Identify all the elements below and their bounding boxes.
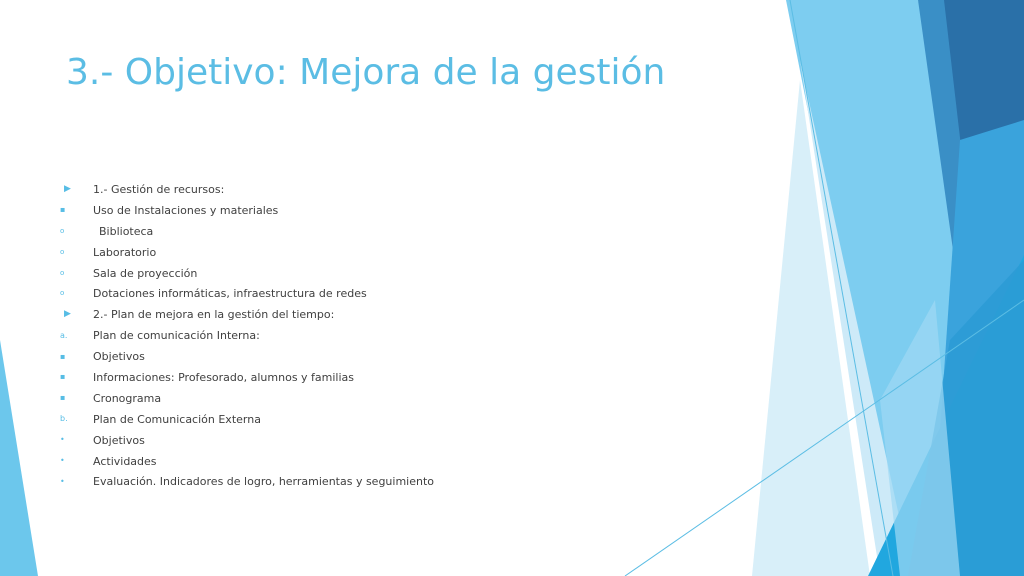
left-accent-shape — [0, 340, 38, 576]
list-item — [60, 451, 740, 472]
slide-title: 3.- Objetivo: Mejora de la gestión — [66, 52, 666, 93]
list-item-text: Sala de proyección — [93, 266, 198, 280]
list-item-text: 1.- Gestión de recursos: — [93, 182, 225, 196]
bullet-circle-icon: o — [60, 289, 65, 298]
list-item — [60, 242, 740, 263]
bullet-arrow-icon: ▶ — [64, 309, 71, 320]
bullet-square-icon: ▪ — [60, 372, 66, 382]
bullet-letter-icon: b. — [60, 414, 68, 424]
list-item-text: Cronograma — [93, 391, 162, 405]
list-item-text: Uso de Instalaciones y materiales — [93, 203, 279, 217]
list-item-text: Plan de comunicación Interna: — [93, 329, 260, 343]
bullet-dot-icon: • — [60, 476, 65, 486]
list-item — [60, 325, 740, 346]
bullet-dot-icon: • — [60, 456, 65, 466]
list-item-text: 2.- Plan de mejora en la gestión del tiempo: — [93, 308, 335, 322]
list-item-text: Evaluación. Indicadores de logro, herramientas y seguimiento — [93, 475, 435, 489]
list-item — [60, 221, 740, 242]
list-item-text: Informaciones: Profesorado, alumnos y familias — [93, 370, 355, 384]
list-item — [60, 346, 740, 367]
list-item — [60, 388, 740, 409]
list-item-text: Plan de Comunicación Externa — [93, 412, 261, 426]
bullet-dot-icon: • — [60, 435, 65, 445]
list-item-text: Actividades — [93, 454, 157, 468]
bullet-circle-icon: o — [60, 247, 65, 256]
bullet-circle-icon: o — [60, 226, 65, 235]
bullet-arrow-icon: ▶ — [64, 183, 71, 194]
bullet-square-icon: ▪ — [60, 351, 66, 361]
list-item — [60, 409, 740, 430]
bullet-circle-icon: o — [60, 268, 65, 277]
list-item — [60, 263, 740, 284]
bullet-square-icon: ▪ — [60, 393, 66, 403]
list-item — [60, 430, 740, 451]
list-item-text: Biblioteca — [99, 224, 154, 238]
list-item — [60, 200, 740, 221]
list-item-text: Laboratorio — [93, 245, 157, 259]
list-item — [60, 471, 740, 492]
list-item-text: Objetivos — [93, 350, 145, 364]
content-list — [60, 179, 740, 492]
bullet-square-icon: ▪ — [60, 205, 66, 215]
list-item-text: Dotaciones informáticas, infraestructura de redes — [93, 287, 367, 301]
list-item-text: Objetivos — [93, 433, 145, 447]
list-item — [60, 179, 740, 200]
bullet-letter-icon: a. — [60, 330, 68, 340]
list-item — [60, 283, 740, 304]
list-item — [60, 304, 740, 325]
list-item — [60, 367, 740, 388]
